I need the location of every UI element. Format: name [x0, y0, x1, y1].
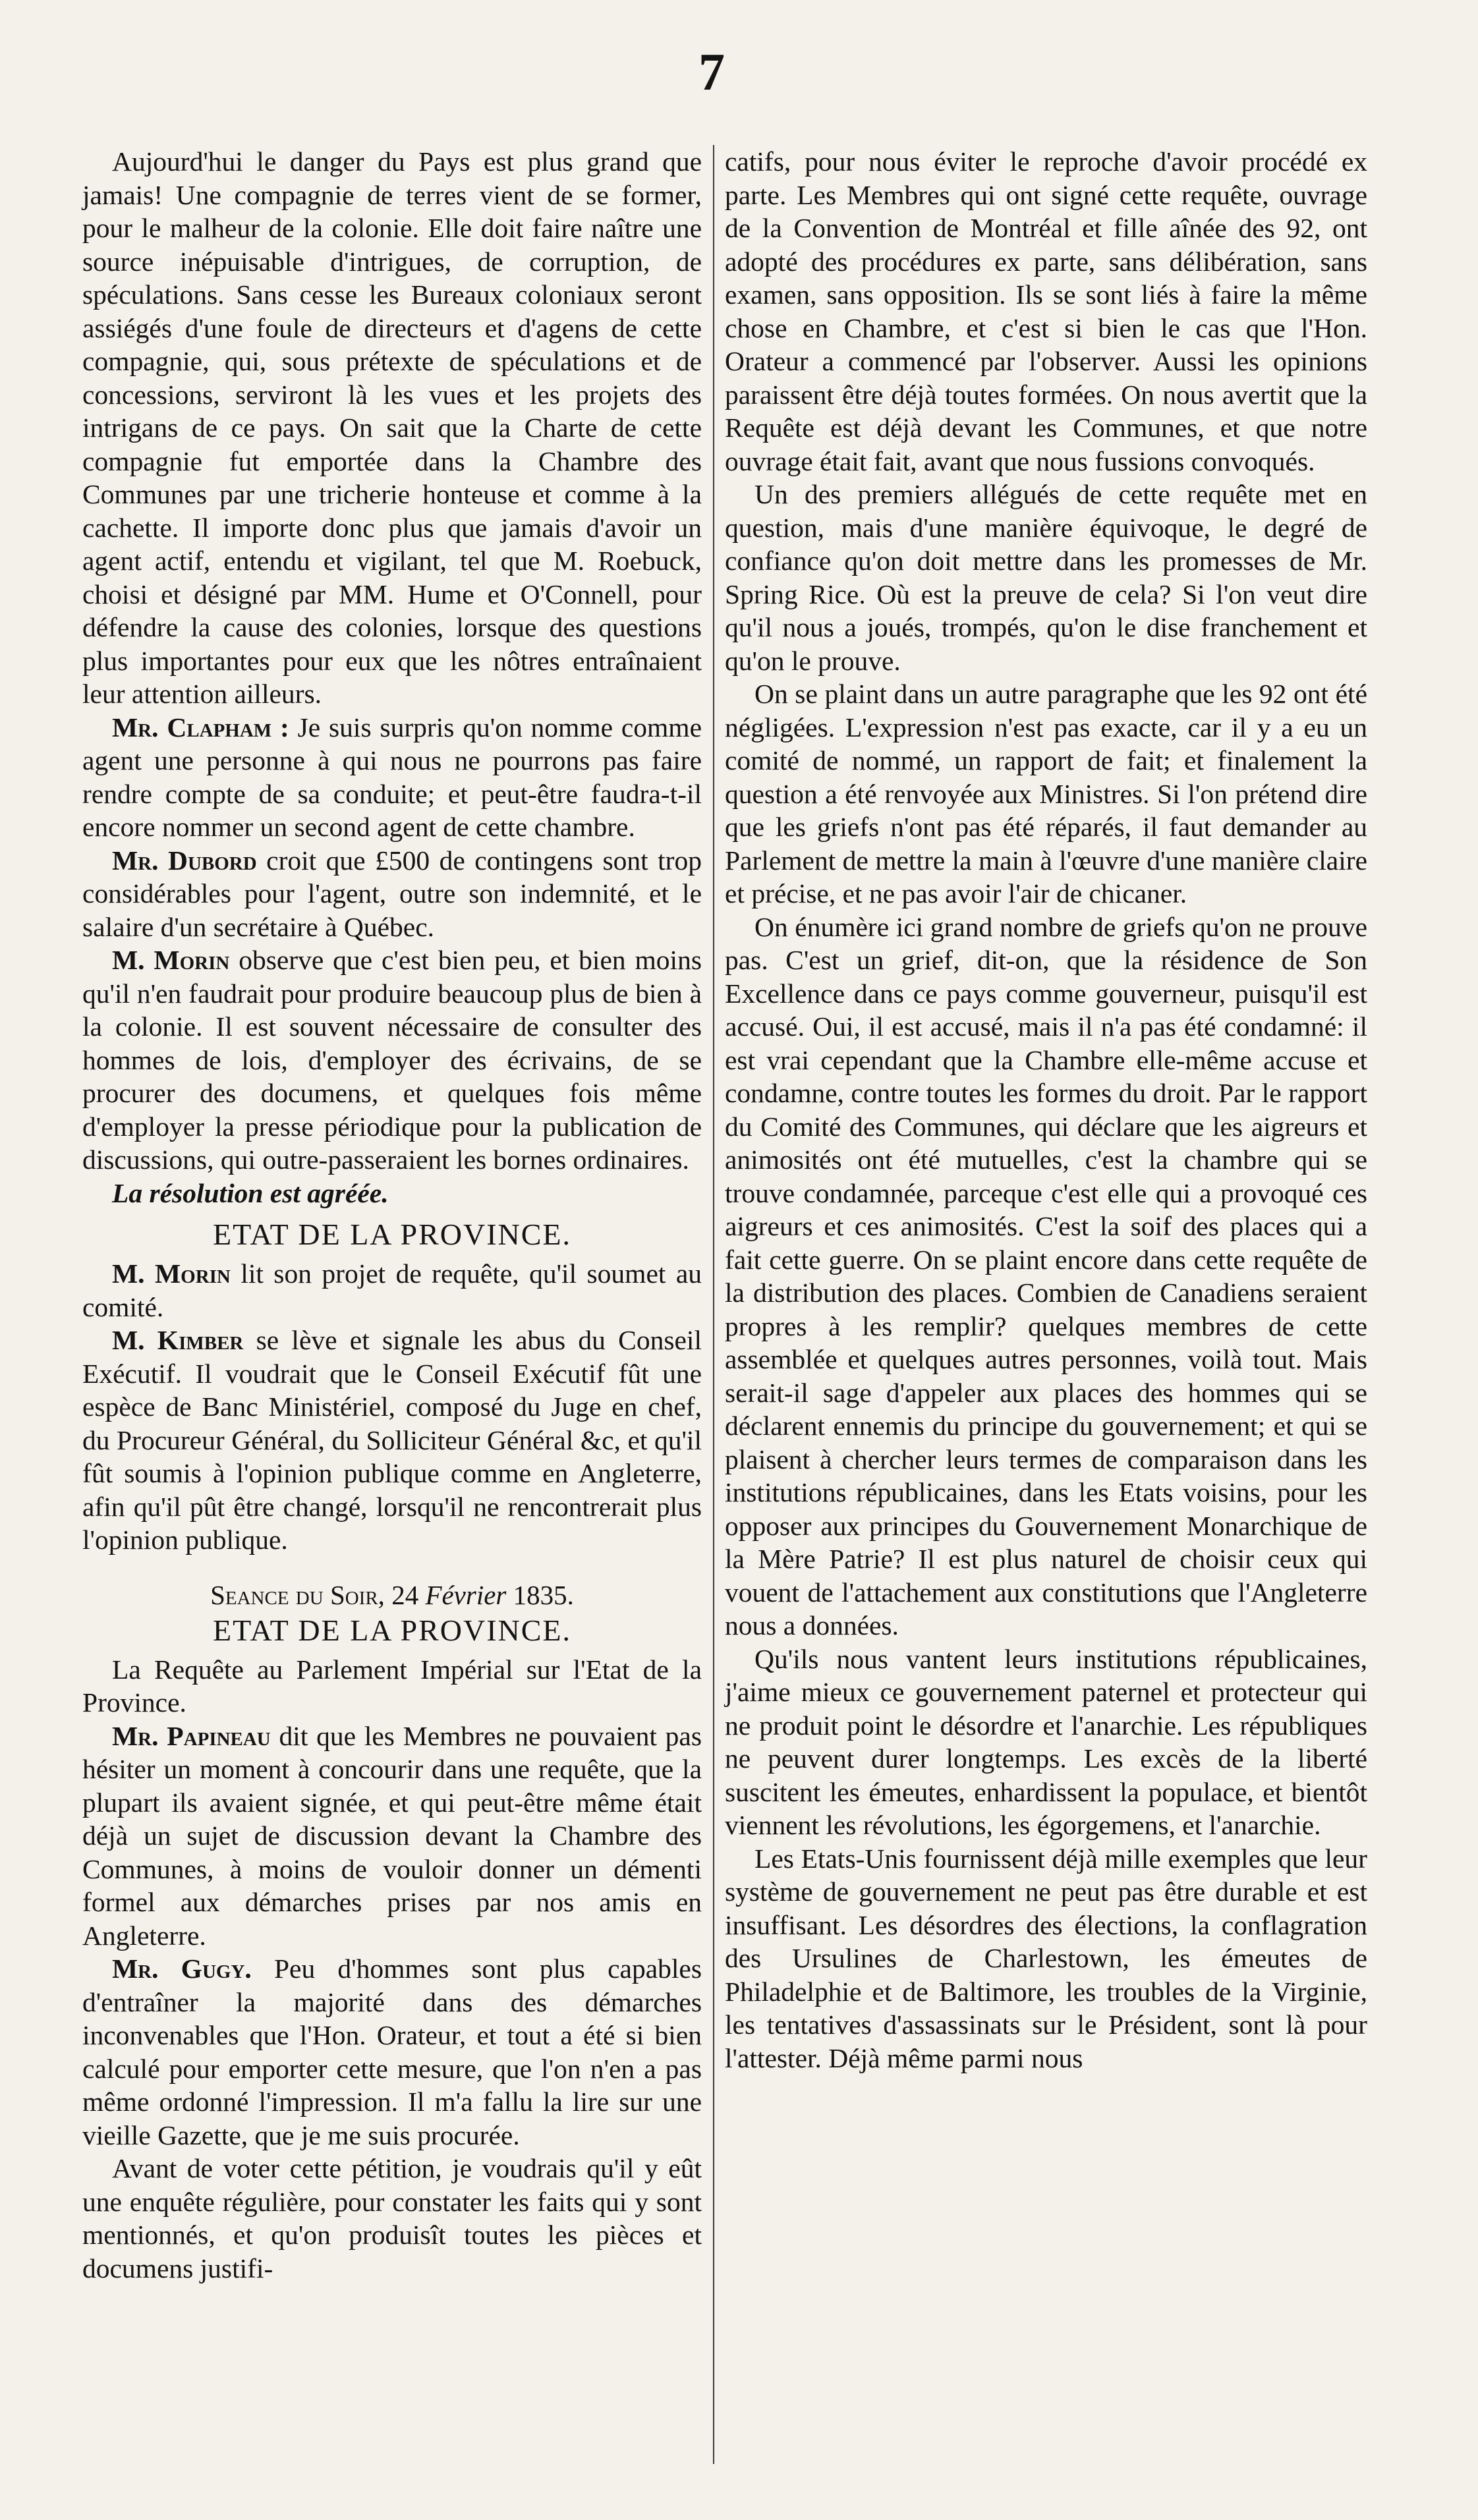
speaker-name: Mr. Gugy.	[112, 1953, 252, 1984]
paragraph-gugy	[82, 1952, 702, 2152]
speaker-name: M. Morin	[112, 945, 230, 975]
seance-month: Février	[425, 1579, 507, 1610]
seance-label: Seance du Soir,	[210, 1579, 385, 1610]
paragraph-gugy-continued: Avant de voter cette pétition, je voudrais qu'il y eût une enquête régulière, pour constater les faits qui y sont mentionnés, et qu'on produisît toutes les pièces et documens justifi-	[82, 2153, 702, 2283]
speaker-name: Mr. Clapham :	[112, 712, 289, 742]
seance-day: 24	[384, 1579, 426, 1610]
paragraph-papineau	[82, 1720, 702, 1953]
speech-text: Je suis surpris qu'on nomme comme agent une personne à qui nous ne pourrons pas faire rendre compte de sa conduite; et peut-être faudra-t-il encore nommer un second agent de cette chambre.	[82, 712, 702, 842]
paragraph-republiques: Qu'ils nous vantent leurs institutions républicaines, j'aime mieux ce gouvernement paternel et protecteur qui ne produit point le désordre et l'anarchie. Les républiques ne peuvent durer longtemps. Les excès de la liberté suscitent les émeutes, enhardissent la populace, et bientôt viennent les révolutions, les égorgemens, et l'anarchie.	[725, 1643, 1367, 1840]
speaker-name: Mr. Dubord	[112, 845, 257, 876]
speech-text: lit son projet de requête, qu'il soumet au comité.	[82, 1258, 702, 1322]
paragraph-land-company: Aujourd'hui le danger du Pays est plus grand que jamais! Une compagnie de terres vient de se former, pour le malheur de la colonie. Elle doit faire naître une source inépuisable d'intrigues, de corruption, de spéculations. Sans cesse les Bureaux coloniaux seront assiégés d'une foule de directeurs et d'agens de cette compagnie, qui, sous prétexte de spéculations et de concessions, serviront là les vues et les projets des intrigans de ce pays. On sait que la Charte de cette compagnie fut emportée dans la Chambre des Communes par une tricherie honteuse et comme à la cachette. Il importe donc plus que jamais d'avoir un agent actif, entendu et vigilant, tel que M. Roebuck, choisi et désigné par MM. Hume et O'Connell, pour défendre la cause des colonies, lorsque des questions plus importantes pour eux que les nôtres entraînaient leur attention ailleurs.	[82, 146, 702, 709]
right-column	[725, 145, 1367, 2075]
column-divider	[713, 145, 714, 2464]
speaker-name: M. Kimber	[112, 1325, 244, 1355]
speaker-name: Mr. Papineau	[112, 1720, 271, 1751]
page-number: 7	[698, 43, 725, 101]
paragraph-spring-rice: Un des premiers allégués de cette requête met en question, mais d'une manière équivoque, le degré de confiance qu'on doit mettre dans les promesses de Mr. Spring Rice. Où est la preuve de cela? Si l'on veut dire qu'il nous a joués, trompés, qu'on le dise franchement et qu'on le prouve.	[725, 479, 1367, 676]
paragraph-clapham	[82, 711, 702, 844]
section-heading: ETAT DE LA PROVINCE.	[212, 1613, 572, 1647]
paragraph-les-92: On se plaint dans un autre paragraphe que les 92 ont été négligées. L'expression n'est pas exacte, car il y a eu un comité de nommé, un rapport de fait; et finalement la question a été renvoyée aux Ministres. Si l'on prétend dire que les griefs n'ont pas été réparés, il faut demander au Parlement de mettre la main à l'œuvre d'une manière claire et précise, et ne pas avoir l'air de chicaner.	[725, 679, 1367, 909]
speech-text: observe que c'est bien peu, et bien moins qu'il n'en faudrait pour produire beaucoup plus de bien à la colonie. Il est souvent nécessaire de consulter des hommes de lois, d'employer des écrivains, de se procurer des documens, et quelques fois même d'employer la presse périodique pour la publication de discussions, qui outre-passeraient les bornes ordinaires.	[82, 945, 702, 1175]
speech-text: Peu d'hommes sont plus capables d'entraîner la majorité dans des démarches inconvenables que l'Hon. Orateur, et tout a été si bien calculé pour emporter cette mesure, que l'on n'en a pas même ordonné l'impression. Il m'a fallu la lire sur une vieille Gazette, que je me suis procurée.	[82, 1953, 702, 2150]
speech-text: croit que £500 de contingens sont trop considérables pour l'agent, outre son indemnité, et le salaire d'un secrétaire à Québec.	[82, 845, 702, 942]
speech-text: dit que les Membres ne pouvaient pas hésiter un moment à concourir dans une requête, que la plupart ils avaient signée, et qui peut-être même était déjà un sujet de discussion devant la Chambre des Communes, à moins de vouloir donner un démenti formel aux démarches prises par nos amis en Angleterre.	[82, 1720, 702, 1951]
paragraph-dubord	[82, 844, 702, 944]
paragraph-requete-title: La Requête au Parlement Impérial sur l'Etat de la Province.	[82, 1654, 702, 1718]
left-column	[82, 145, 702, 2285]
paragraph-morin	[82, 943, 702, 1177]
paragraph-continuation: catifs, pour nous éviter le reproche d'avoir procédé ex parte. Les Membres qui ont signé cette requête, ouvrage de la Convention de Montréal et fille aînée des 92, ont adopté des procédures ex parte, sans délibération, sans examen, sans opposition. Ils se sont liés à faire la même chose en Chambre, et c'est si bien le cas que l'Hon. Orateur a commencé par l'observer. Aussi les opinions paraissent être déjà toutes formées. On nous avertit que la Requête est déjà devant les Communes, et que notre ouvrage était fait, avant que nous fussions convoqués.	[725, 146, 1367, 476]
paragraph-morin-requete	[82, 1257, 702, 1324]
section-heading: ETAT DE LA PROVINCE.	[212, 1218, 572, 1251]
paragraph-griefs: On énumère ici grand nombre de griefs qu'on ne prouve pas. C'est un grief, dit-on, que la résidence de Son Excellence dans ce pays comme gouverneur, puisqu'il est accusé. Oui, il est accusé, mais il n'a pas été condamné: il est vrai cependant que la Chambre elle-même accuse et condamne, contre toutes les formes du droit. Par le rapport du Comité des Communes, qui déclare que les aigreurs et animosités ont été mutuelles, c'est la chambre qui se trouve condamnée, parceque c'est elle qui a provoqué ces aigreurs et ces animosités. C'est la soif des places qui a fait cette guerre. On se plaint encore dans cette requête de la distribution des places. Combien de Canadiens seraient propres à les remplir? quelques membres de cette assemblée et quelques autres personnes, voilà tout. Mais serait-il sage d'appeler aux places des hommes qui se déclarent ennemis du principe du gouvernement; et qui se plaisent à chercher leurs termes de comparaison dans les institutions républicaines, dans les Etats voisins, pour les opposer aux principes du Gouvernement Monarchique de la Mère Patrie? Il est plus naturel de choisir ceux qui vouent de l'attachement aux constitutions que l'Angleterre nous a données.	[725, 911, 1367, 1640]
seance-year: 1835.	[506, 1579, 574, 1610]
speaker-name: M. Morin	[112, 1258, 231, 1289]
paragraph-kimber	[82, 1324, 702, 1557]
speech-text: se lève et signale les abus du Conseil Exécutif. Il voudrait que le Conseil Exécutif fût une espèce de Banc Ministériel, composé du Juge en chef, du Procureur Général, du Solliciteur Général &c, et qu'il fût soumis à l'opinion publique comme en Angleterre, afin qu'il pût être changé, lorsqu'il ne rencontrerait plus l'opinion publique.	[82, 1325, 702, 1555]
seance-dateline	[82, 1578, 702, 1612]
resolution-line: La résolution est agréée.	[112, 1177, 389, 1208]
paragraph-etats-unis: Les Etats-Unis fournissent déjà mille exemples que leur système de gouvernement ne peut pas être durable et est insuffisant. Les désordres des élections, la conflagration des Ursulines de Charlestown, les émeutes de Philadelphie et de Baltimore, les troubles de la Virginie, les tentatives d'assassinats sur le Président, sont là pour l'attester. Déjà même parmi nous	[725, 1843, 1367, 2073]
